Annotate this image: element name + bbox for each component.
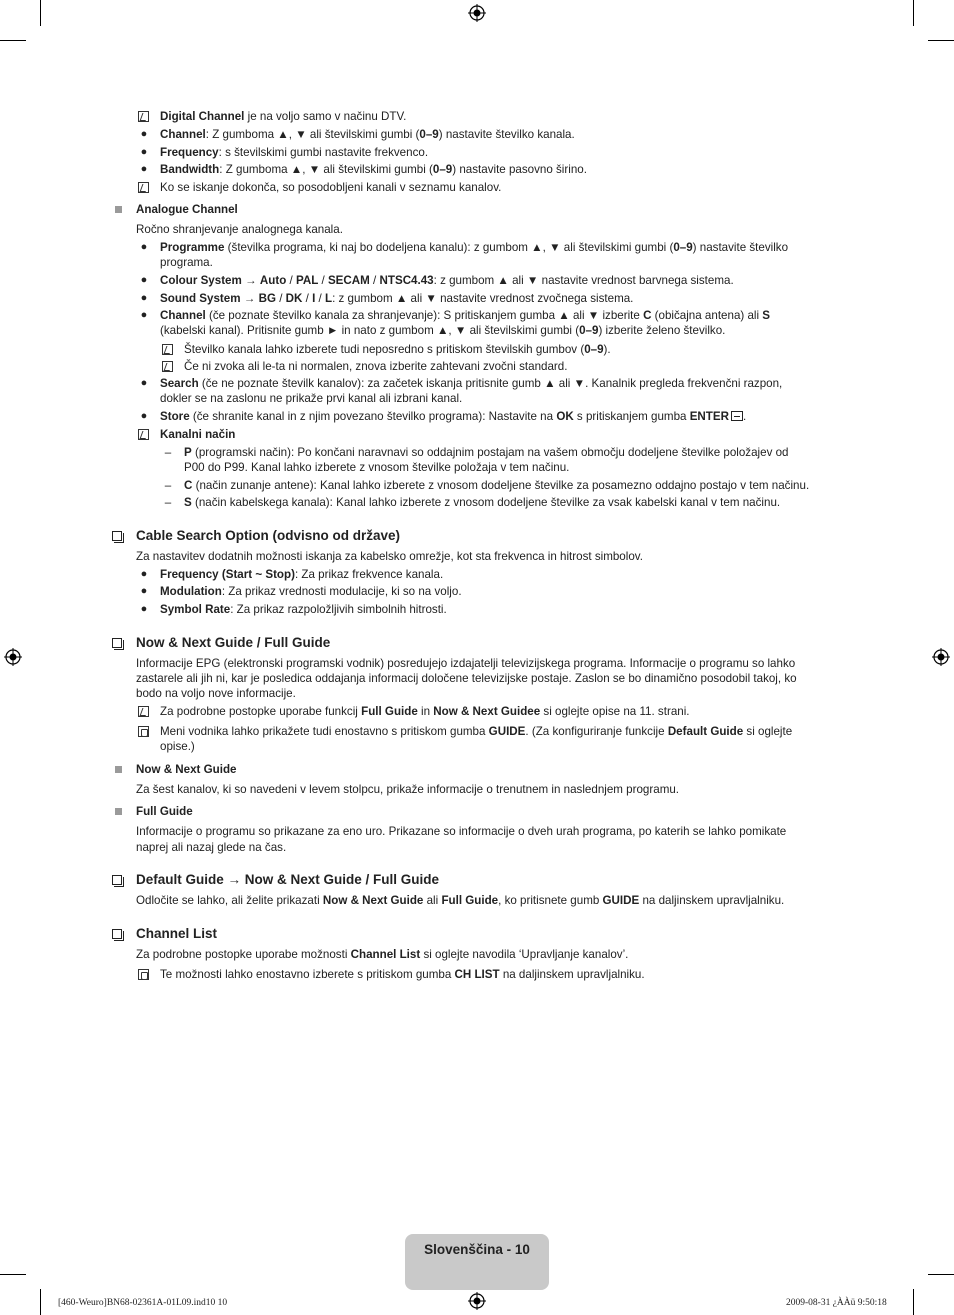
paragraph-text: si oglejte navodila ‘Upravljanje kanalov’. — [420, 948, 629, 961]
note-text: na daljinskem upravljalniku. — [499, 968, 645, 981]
item-text: / — [369, 274, 380, 287]
square-bullet-icon — [115, 766, 122, 773]
section-title: Cable Search Option (odvisno od države) — [136, 528, 401, 543]
item-label: 0–9 — [673, 241, 693, 254]
item-text: / — [315, 292, 325, 305]
item-text: / — [302, 292, 313, 305]
crop-mark — [928, 1274, 954, 1275]
note-text: si oglejte — [743, 725, 793, 738]
item-label: OK — [556, 410, 574, 423]
item-text: (programski način): Po končani naravnavi so oddajnim postajam na vašem območju dodeljene številke položajev od — [191, 446, 789, 459]
crop-mark — [40, 0, 41, 26]
item-text: : Za prikaz vrednosti modulacije, ki so na voljo. — [221, 585, 462, 598]
print-slug-right: 2009-08-31 ¿ÀÀü 9:50:18 — [786, 1298, 887, 1308]
paragraph-text: Odločite se lahko, ali želite prikazati — [136, 894, 323, 907]
note-icon — [138, 429, 149, 440]
bullet-icon: ● — [140, 309, 148, 321]
item-label: Programme — [160, 241, 225, 254]
bullet-icon: ● — [140, 163, 148, 175]
note-text: opise.) — [160, 740, 195, 753]
item-label: S — [762, 309, 771, 322]
item-text: / — [275, 292, 286, 305]
item-label: Auto — [259, 274, 287, 287]
paragraph — [136, 947, 628, 963]
paragraph: naprej ali nazaj glede na čas. — [136, 841, 287, 854]
item-label: BG — [258, 292, 276, 305]
item-label: Default Guide — [667, 725, 744, 738]
item-text: (če ne poznate številk kanalov): za začetek iskanja pritisnite gumb ▲ ali ▼. Kanalnik pregleda frekvenčni razpon, — [198, 377, 783, 390]
dash-icon: – — [164, 479, 172, 492]
item-label: Frequency (Start ~ Stop) — [160, 568, 295, 581]
item-label: Modulation — [160, 585, 222, 598]
note-text: . (Za konfiguriranje funkcije — [525, 725, 668, 738]
note-text: Številko kanala lahko izberete tudi neposredno s pritiskom številskih gumbov ( — [184, 343, 585, 356]
registration-mark-icon — [468, 4, 486, 22]
item-text: (običajna antena) ali — [651, 309, 763, 322]
bullet-icon: ● — [140, 410, 148, 422]
paragraph-text: ali — [423, 894, 442, 907]
paragraph: Informacije o programu so prikazane za eno uro. Prikazane so informacije o dveh urah programa, po katerih se lahko pomikate — [136, 825, 787, 838]
item-text: ) nastavite številko kanala. — [438, 128, 575, 141]
item-label: P — [184, 446, 192, 459]
item-text: → — [241, 274, 260, 287]
checkbox-bullet-icon — [112, 875, 122, 885]
item-text: ) nastavite pasovno širino. — [452, 163, 587, 176]
item-text: (če shranite kanal in z njim povezano številko programa): Nastavite na — [189, 410, 557, 423]
item-label: Now & Next Guidee — [433, 705, 541, 718]
registration-mark-icon — [468, 1292, 486, 1310]
item-text: . — [742, 410, 747, 423]
registration-mark-icon — [4, 648, 22, 666]
item-text: P00 do P99. Kanal lahko izberete z vnosom številke položaja v tem načinu. — [184, 461, 570, 474]
paragraph-text: na daljinskem upravljalniku. — [639, 894, 785, 907]
note-icon — [162, 344, 173, 355]
square-bullet-icon — [115, 808, 122, 815]
item-text: : Z gumboma ▲, ▼ ali številskimi gumbi ( — [205, 128, 420, 141]
item-label: 0–9 — [579, 324, 599, 337]
note-text: ). — [603, 343, 611, 356]
enter-key-icon — [731, 411, 743, 421]
item-label: 0–9 — [432, 163, 453, 176]
paragraph-text: Za podrobne postopke uporabe možnosti — [136, 948, 351, 961]
item-label: 0–9 — [584, 343, 604, 356]
item-label: I — [312, 292, 316, 305]
dash-icon: – — [164, 446, 172, 459]
item-label: Colour System — [160, 274, 242, 287]
crop-mark — [40, 1289, 41, 1315]
paragraph: Informacije EPG (elektronski programski vodnik) posredujejo izdajatelji televizijskega programa. Informacije o programu so lahko — [136, 657, 796, 670]
item-text: (številka programa, ki naj bo dodeljena kanalu): z gumbom ▲, ▼ ali številskimi gumbi ( — [224, 241, 674, 254]
crop-mark — [928, 40, 954, 41]
item-text: ) nastavite številko — [692, 241, 789, 254]
item-text: ) izberite želeno številko. — [598, 324, 726, 337]
note-icon — [138, 111, 149, 122]
item-label: Now & Next Guide — [322, 894, 424, 907]
paragraph-text: , ko pritisnete gumb — [498, 894, 603, 907]
item-text: programa. — [160, 256, 213, 269]
crop-mark — [913, 1289, 914, 1315]
item-text: (kabelski kanal). Pritisnite gumb ► in nato z gumbom ▲, ▼ ali številskimi gumbi ( — [160, 324, 580, 337]
item-label: L — [324, 292, 333, 305]
item-label: Bandwidth — [160, 163, 220, 176]
note-text: Ko se iskanje dokonča, so posodobljeni kanali v seznamu kanalov. — [160, 181, 502, 194]
note-text: Za podrobne postopke uporabe funkcij — [160, 705, 362, 718]
item-label: Search — [160, 377, 199, 390]
note-text: Meni vodnika lahko prikažete tudi enostavno s pritiskom gumba — [160, 725, 489, 738]
item-text: : z gumbom ▲ ali ▼ nastavite vrednost zvočnega sistema. — [332, 292, 634, 305]
paragraph — [136, 893, 784, 909]
item-label: Channel List — [350, 948, 421, 961]
paragraph: Ročno shranjevanje analognega kanala. — [136, 223, 343, 236]
note-text: Če ni zvoka ali le-ta ni normalen, znova izberite zahtevani zvočni standard. — [184, 360, 568, 373]
item-label: Full Guide — [361, 705, 418, 718]
bullet-icon: ● — [140, 146, 148, 158]
print-slug-left: [460-Weuro]BN68-02361A-01L09.ind10 10 — [58, 1298, 228, 1308]
checkbox-bullet-icon — [112, 638, 122, 648]
note-icon — [138, 706, 149, 717]
item-text: (če poznate številko kanala za shranjevanje): S pritiskanjem gumba ▲ ali ▼ izberite — [205, 309, 644, 322]
note-text: je na voljo samo v načinu DTV. — [247, 110, 407, 123]
item-label: Channel — [160, 309, 206, 322]
item-text: : Za prikaz razpoložljivih simbolnih hitrosti. — [230, 603, 447, 616]
item-text: / — [318, 274, 328, 287]
item-label: PAL — [295, 274, 319, 287]
item-text: : Za prikaz frekvence kanala. — [294, 568, 444, 581]
item-label: S — [184, 496, 192, 509]
item-label: ENTER — [689, 410, 729, 423]
registration-mark-icon — [932, 648, 950, 666]
digital-channel-label: Digital Channel — [160, 110, 245, 123]
note-icon — [138, 182, 149, 193]
paragraph: bodo na voljo nove informacije. — [136, 687, 296, 700]
section-title: Channel List — [136, 926, 218, 941]
item-text: : s številskimi gumbi nastavite frekvenco. — [218, 146, 429, 159]
hand-note-icon — [138, 726, 149, 737]
section-title: Now & Next Guide / Full Guide — [136, 635, 331, 650]
bullet-icon: ● — [140, 585, 148, 597]
hand-note-icon — [138, 969, 149, 980]
crop-mark — [0, 40, 26, 41]
checkbox-bullet-icon — [112, 531, 122, 541]
bullet-icon: ● — [140, 603, 148, 615]
item-label: SECAM — [327, 274, 370, 287]
bullet-icon: ● — [140, 274, 148, 286]
page-number: Slovenščina - 10 — [424, 1242, 530, 1257]
item-label: C — [184, 479, 193, 492]
item-text: (način zunanje antene): Kanal lahko izberete z vnosom dodeljene številke za posamezno oddajno postajo v tem načinu. — [192, 479, 810, 492]
checkbox-bullet-icon — [112, 929, 122, 939]
item-label: GUIDE — [488, 725, 526, 738]
item-label: 0–9 — [419, 128, 439, 141]
item-text: → — [240, 292, 259, 305]
bullet-icon: ● — [140, 128, 148, 140]
item-label: Store — [160, 410, 190, 423]
item-text: : z gumbom ▲ ali ▼ nastavite vrednost barvnega sistema. — [433, 274, 734, 287]
item-text: s pritiskanjem gumba — [573, 410, 690, 423]
paragraph: zastarele ali jih ni, kar je posledica oddajanja informacij določene televizijske postaje. Zaslon se bo dinamično posodobil takoj, ko — [136, 672, 797, 685]
subsection-title: Now & Next Guide — [136, 763, 237, 776]
item-text: / — [286, 274, 296, 287]
section-title: Default Guide → Now & Next Guide / Full Guide — [136, 872, 440, 887]
item-label: Kanalni način — [160, 428, 236, 441]
square-bullet-icon — [115, 206, 122, 213]
note-icon — [162, 361, 173, 372]
bullet-icon: ● — [140, 241, 148, 253]
item-label: C — [643, 309, 652, 322]
item-text: : Z gumboma ▲, ▼ ali številskimi gumbi ( — [219, 163, 433, 176]
note-text: si oglejte opise na 11. strani. — [540, 705, 690, 718]
item-label: CH LIST — [454, 968, 500, 981]
note-text: in — [417, 705, 434, 718]
item-label: GUIDE — [602, 894, 640, 907]
bullet-icon: ● — [140, 568, 148, 580]
crop-mark — [0, 1274, 26, 1275]
note-text: Te možnosti lahko enostavno izberete s pritiskom gumba — [160, 968, 455, 981]
paragraph: Za šest kanalov, ki so navedeni v levem stolpcu, prikaže informacije o trenutnem in naslednjem programu. — [136, 783, 680, 796]
item-label: DK — [285, 292, 303, 305]
dash-icon: – — [164, 496, 172, 509]
crop-mark — [913, 0, 914, 26]
bullet-icon: ● — [140, 377, 148, 389]
subsection-title: Analogue Channel — [136, 203, 238, 216]
bullet-icon: ● — [140, 292, 148, 304]
item-text: (način kabelskega kanala): Kanal lahko izberete z vnosom dodeljene številke za vsak kabelski kanal v tem načinu. — [191, 496, 781, 509]
item-label: Sound System — [160, 292, 241, 305]
subsection-title: Full Guide — [136, 805, 193, 818]
item-label: Full Guide — [441, 894, 499, 907]
item-label: Channel — [160, 128, 206, 141]
item-label: Frequency — [160, 146, 219, 159]
item-label: Symbol Rate — [160, 603, 231, 616]
item-label: NTSC4.43 — [379, 274, 434, 287]
item-text: dokler se na zaslonu ne prikaže prvi kanal ali izbrani kanal. — [160, 392, 463, 405]
paragraph: Za nastavitev dodatnih možnosti iskanja za kabelsko omrežje, kot sta frekvenca in hitrost simbolov. — [136, 550, 643, 563]
